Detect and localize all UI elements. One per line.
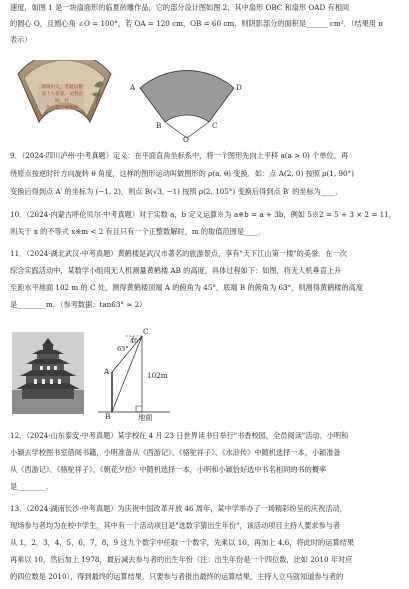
photo-text: 美十人有多，文明宣统，社 <box>41 92 83 104</box>
text-line: 12．（2024·山东泰安·中考真题）某学校在 4 月 23 日世界读书日举行"书香校园，全员阅读"活动．小明和 <box>10 431 349 440</box>
photo-text: 会公德自律康德 <box>45 106 79 111</box>
label-A: A <box>104 367 110 376</box>
ground-label: 地面 <box>138 413 153 422</box>
label-A: A <box>130 83 136 92</box>
text-line: 从 1，2，3，4，5，6，7，8，9 这九个数字中任取一个数字，先乘以 10，再加上 4.6，将此时的运算结果 <box>10 538 355 547</box>
text-line: 则关于 x 的不等式 x※m < 2 有且只有一个正整数解时，m 的取值范围是____． <box>10 227 266 236</box>
text-line: 的四位数是 2010），得到最终的运算结果．只要参与者报出最终的运算结果，主持人立马就知道参与者的 <box>10 572 344 581</box>
photo-text: 建筑中人，考题以精 <box>41 85 83 90</box>
text-line: 变换后得到点 A′ 的坐标为 (−1, 2)，则点 B(√3, −1) 按照 ρ(2, 105°) 变换后得到点 B′ 的坐标为____． <box>10 187 343 196</box>
text-line: 小颖去学校图书室借阅书籍，小明准备从《西游记》、《骆驼祥子》、《水浒传》中随机选择一本，小颖准备 <box>10 448 341 457</box>
angle-63: 63° <box>117 345 129 353</box>
text-line: 9．（2024·四川泸州·中考真题）定义：在平面直角坐标系中，将一个图形先向上平移 a(a > 0) 个单位，再 <box>10 151 349 160</box>
text-line: 10．（2024·内蒙古呼伦贝尔·中考真题）对于实数 a，b 定义运算※为 a※b = a + 3b，例如 5※2 = 5 + 3 × 2 = 11， <box>10 210 396 219</box>
tower-diagram-figure <box>92 326 182 422</box>
height-label: 102m <box>147 371 168 380</box>
fan-photo-figure <box>12 60 117 132</box>
text-line: 13．（2024·湖南长沙·中考真题）为庆祝中国改革开放 46 周年，某中学举办了一场精彩纷呈的庆祝活动， <box>10 504 347 513</box>
text-line: 11．（2024·湖北武汉·中考真题）黄鹤楼是武汉市著名的旅游景点，享有"天下江山第一楼"的美誉．在一次 <box>10 249 347 258</box>
text-line: 绕原点按逆时针方向旋转 θ 角度，这样的图形运动叫做图形的 ρ(a, θ) 变换．如：点 A(2, 0) 按照 ρ(1, 90°) <box>10 169 354 178</box>
angle-45: 45° <box>130 337 142 345</box>
text-line: 综合实践活动中，某数学小组用无人机测量黄鹤楼 AB 的高度，具体过程如下：如图，将无人机垂直上升 <box>10 266 342 275</box>
label-B: B <box>105 412 111 421</box>
label-D: D <box>236 83 242 92</box>
text-line: 是________m．（参考数据：tan63° ≈ 2） <box>10 300 147 309</box>
tower-illustration <box>12 332 84 414</box>
label-C: C <box>212 121 218 130</box>
tower-photo <box>12 332 84 414</box>
text-line: 现场参与者均为在校中学生，其中有一个活动项目是"选数字猜出生年份"，该活动项目主持人要求参与者 <box>10 521 341 530</box>
text-line: 表示） <box>10 35 32 44</box>
text-line: 至距水平地面 102 m 的 C 处，测得黄鹤楼顶端 A 的俯角为 45°，底端 B 的俯角为 63°，则测得黄鹤楼的高度 <box>10 283 364 292</box>
text-line: 再乘以 10，然后加上 1978，最后减去参与者的出生年份（注：出生年份是一个四位数，比如 2010 年对应 <box>10 555 353 564</box>
fan-diagram-figure <box>126 58 248 144</box>
text-line: 速度，如图 1 是一块扇面形的临夏砖雕作品，它的部分设计图如图 2，其中扇形 OBC 和扇形 OAD 有相同 <box>10 3 350 12</box>
label-B: B <box>156 121 162 130</box>
text-line: 是________． <box>10 482 54 491</box>
label-O: O <box>183 135 189 144</box>
text-line: 从《西游记》、《骆驼祥子》、《朝花夕拾》中随机选择一本，小明和小颖恰好选中书名相同的书的概率 <box>10 465 327 474</box>
fan-diagram <box>126 58 248 144</box>
label-C: C <box>143 327 149 336</box>
text-line: 的圆心 O，且圆心角 ∠O = 100°，若 OA = 120 cm，OB = 60 cm，则阴影部分的面积是______ cm²．（结果用 π <box>10 19 383 28</box>
